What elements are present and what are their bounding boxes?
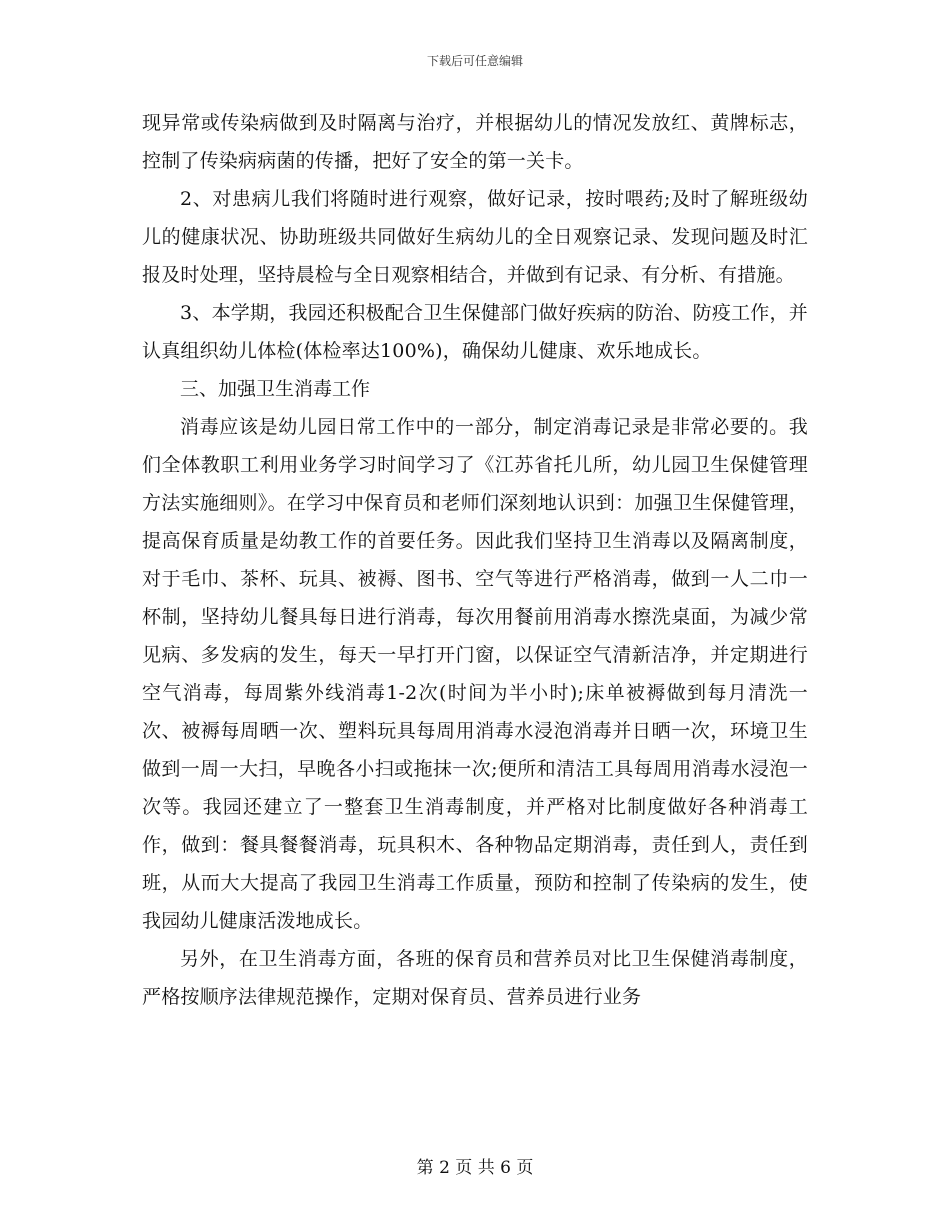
- document-body: [142, 104, 808, 1016]
- paragraph-item-2: 2、对患病儿我们将随时进行观察，做好记录，按时喂药;及时了解班级幼儿的健康状况、协助班级共同做好生病幼儿的全日观察记录、发现问题及时汇报及时处理，坚持晨检与全日观察相结合，并做到有记录、有分析、有措施。: [142, 188, 808, 286]
- page-header-note: 下载后可任意编辑: [426, 54, 523, 68]
- paragraph-item-3: 3、本学期，我园还积极配合卫生保健部门做好疾病的防治、防疫工作，并认真组织幼儿体检(体检率达100%)，确保幼儿健康、欢乐地成长。: [142, 302, 808, 362]
- paragraph-disinfection: 消毒应该是幼儿园日常工作中的一部分，制定消毒记录是非常必要的。我们全体教职工利用业务学习时间学习了《江苏省托儿所，幼儿园卫生保健管理方法实施细则》。在学习中保育员和老师们深刻地认识到：加强卫生保健管理，提高保育质量是幼教工作的首要任务。因此我们坚持卫生消毒以及隔离制度，对于毛巾、茶杯、玩具、被褥、图书、空气等进行严格消毒，做到一人二巾一杯制，坚持幼儿餐具每日进行消毒，每次用餐前用消毒水擦洗桌面，为减少常见病、多发病的发生，每天一早打开门窗，以保证空气清新洁净，并定期进行空气消毒，每周紫外线消毒1-2次(时间为半小时);床单被褥做到每月清洗一次、被褥每周晒一次、塑料玩具每周用消毒水浸泡消毒并日晒一次，环境卫生做到一周一大扫，早晚各小扫或拖抹一次;便所和清洁工具每周用消毒水浸泡一次等。我园还建立了一整套卫生消毒制度，并严格对比制度做好各种消毒工作，做到：餐具餐餐消毒，玩具积木、各种物品定期消毒，责任到人，责任到班，从而大大提高了我园卫生消毒工作质量，预防和控制了传染病的发生，使我园幼儿健康活泼地成长。: [142, 416, 808, 932]
- paragraph-additionally: 另外，在卫生消毒方面，各班的保育员和营养员对比卫生保健消毒制度，严格按顺序法律规范操作，定期对保育员、营养员进行业务: [142, 948, 808, 1008]
- section-heading: 三、加强卫生消毒工作: [180, 378, 371, 400]
- page-number: 第 2 页 共 6 页: [416, 1158, 534, 1178]
- paragraph-continued: 现异常或传染病做到及时隔离与治疗，并根据幼儿的情况发放红、黄牌标志，控制了传染病病菌的传播，把好了安全的第一关卡。: [142, 112, 808, 172]
